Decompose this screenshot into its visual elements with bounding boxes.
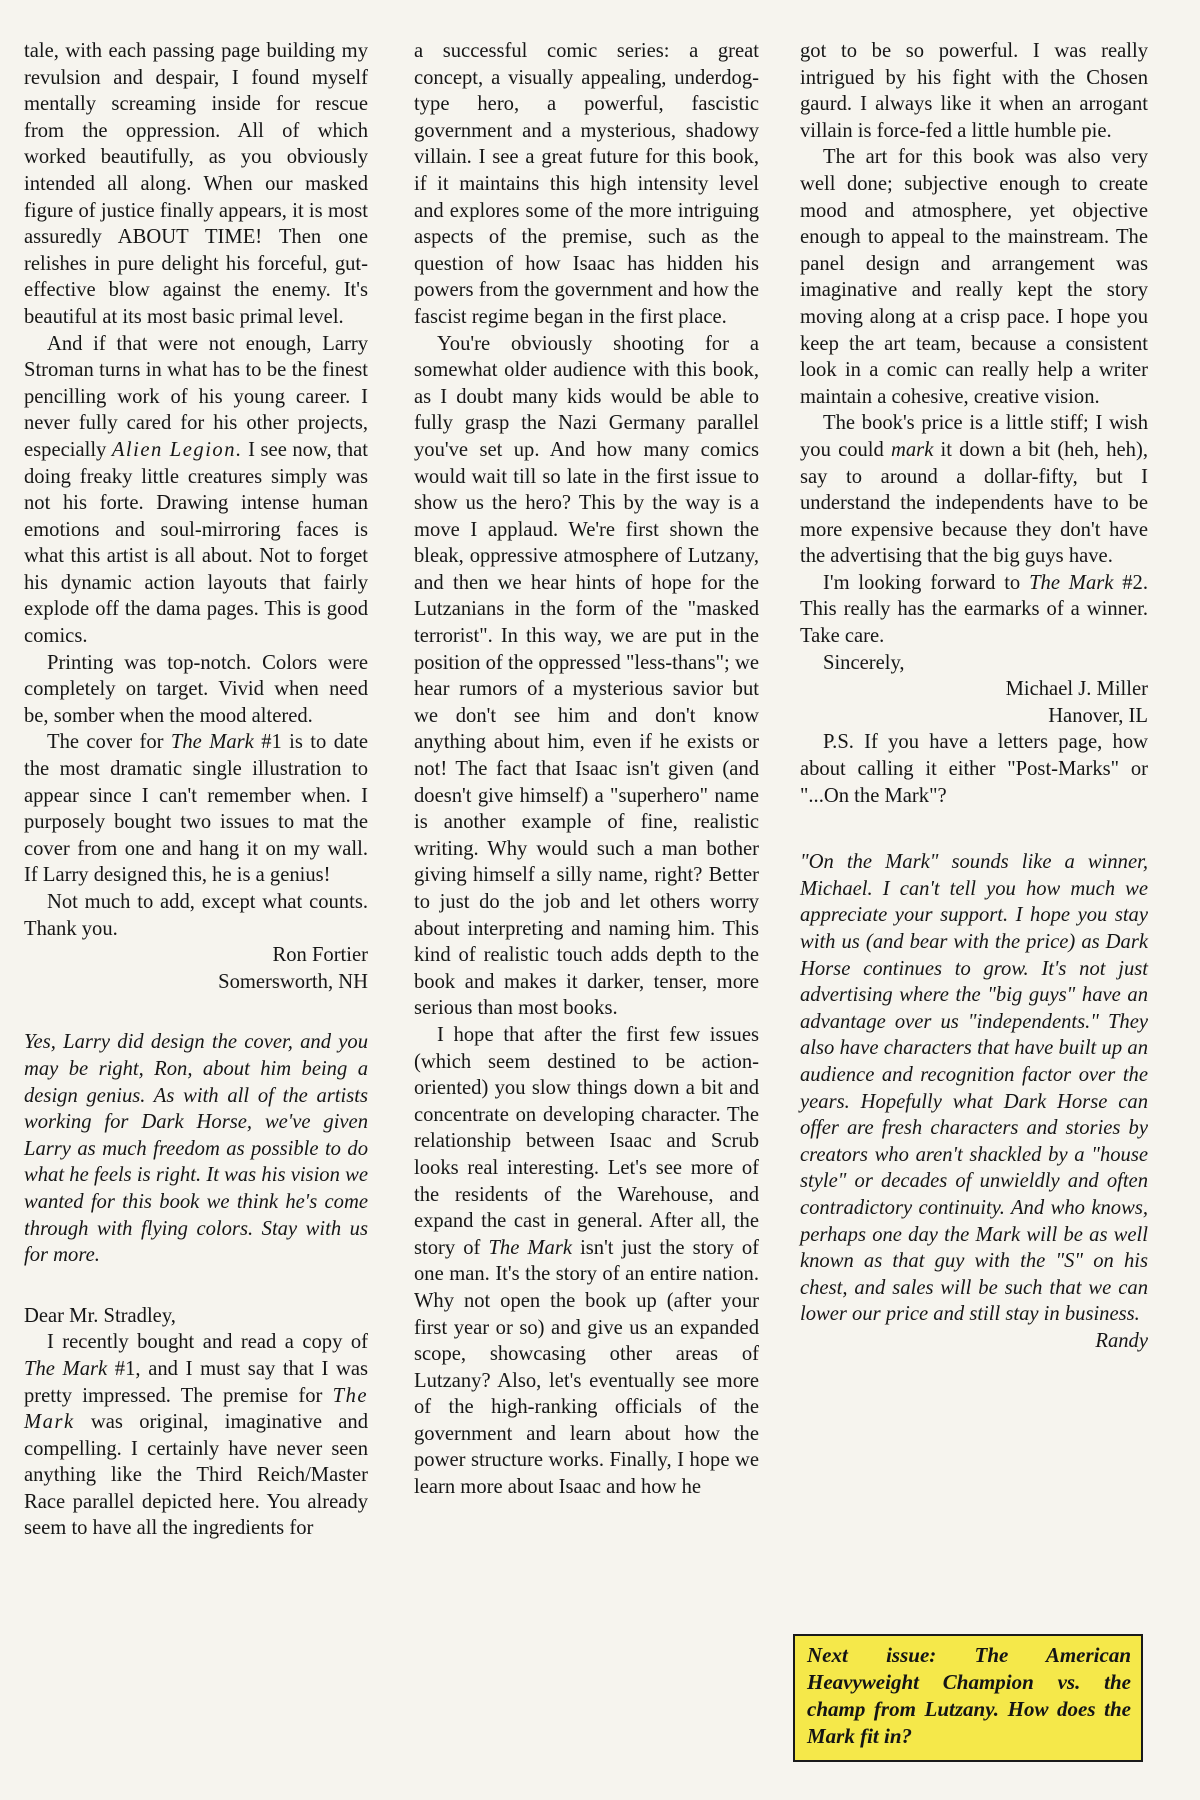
- emphasis-mark: mark: [891, 438, 934, 461]
- text-run: I recently bought and read a copy of: [47, 1331, 368, 1354]
- letter-paragraph: [24, 729, 368, 889]
- title-the-mark: The Mark: [24, 1384, 368, 1434]
- letter-paragraph: [800, 410, 1148, 570]
- next-issue-box: Next issue: The American Heavyweight Champion vs. the champ from Lutzany. How does the Mark fit in?: [793, 1634, 1143, 1762]
- text-run: was original, imaginative and compelling. I certainly have never seen anything like the Third Reich/Master Race parallel depicted here. You already seem to have all the ingredients for: [24, 1411, 368, 1540]
- text-run: And if that were not enough, Larry Stroman turns in what has to be the finest pencilling work of his young career. I never fully cared for his other projects, especially: [24, 332, 368, 461]
- letter-paragraph: [800, 570, 1148, 650]
- title-alien-legion: Alien Legion.: [111, 438, 243, 461]
- title-the-mark: The Mark: [488, 1236, 573, 1259]
- text-run: The book's price is a little stiff; I wish you could: [800, 412, 1148, 461]
- editor-reply: "On the Mark" sounds like a winner, Michael. I can't tell you how much we appreciate your support. I hope you stay with us (and bear with the price) as Dark Horse continues to grow. It's not just advertising where the "big guys" have an advantage over us "independents." They also have characters that have built up an audience and recognition factor over the years. Hopefully what Dark Horse can offer are fresh characters and stories by creators who aren't shackled by a "house style" or decades of unwieldly and often contradictory continuity. And who knows, perhaps one day the Mark will be as well known as that guy with the "S" on his chest, and sales will be such that we can lower our price and still stay in business.: [800, 851, 1148, 1326]
- text-run: I hope that after the first few issues (which seem destined to be action-oriented) you slow things down a bit and concentrate on developing character. The relationship between Isaac and Scrub looks real interesting. Let's see more of the residents of the Warehouse, and expand the cast in general. After all, the story of: [414, 1023, 759, 1259]
- closing: Sincerely,: [823, 651, 905, 674]
- letter-paragraph: Not much to add, except what counts. Thank you.: [24, 891, 368, 940]
- letter-paragraph: You're obviously shooting for a somewhat older audience with this book, as I doubt many kids would be able to fully grasp the Nazi Germany parallel you've set up. And how many comics would wait till so late in the first issue to show us the hero? This by the way is a move I applaud. We're first shown the bleak, oppressive atmosphere of Lutzany, and then we hear hints of hope for the Lutzanians in the form of the "masked terrorist". In this way, we are put in the position of the oppressed "less-thans"; we hear rumors of a mysterious savior but we don't see him and don't know anything about him, even if he exists or not! The fact that Isaac isn't given (and doesn't give himself) a "superhero" name is another example of fine, realistic writing. Why would such a man bother giving himself a silly name, right? Better to just do the job and let others worry about interpreting and naming him. This kind of realistic touch adds depth to the book and makes it darker, tenser, more serious than most books.: [414, 332, 759, 1020]
- title-the-mark: The Mark: [170, 731, 254, 754]
- text-run: #1, and I must say that I was pretty impressed. The premise for: [24, 1357, 368, 1407]
- text-run: #1 is to date the most dramatic single illustration to appear since I can't remember when. I purposely bought two issues to mat the cover from one and hang it on my wall. If Larry designed this, he is a genius!: [24, 731, 368, 887]
- title-the-mark: The Mark: [24, 1357, 108, 1380]
- text-run: #2. This really has the earmarks of a winner. Take care.: [800, 571, 1149, 648]
- letter-paragraph: The art for this book was also very well done; subjective enough to create mood and atmosphere, yet objective enough to appeal to the mainstream. The panel design and arrangement was imaginative and really kept the story moving along at a crisp pace. I hope you keep the art team, because a consistent look in a comic can really help a writer maintain a cohesive, creative vision.: [800, 146, 1148, 408]
- text-run: I see now, that doing freaky little creatures simply was not his forte. Drawing intense human emotions and soul-mirroring faces is what this artist is all about. Not to forget his dynamic action layouts that fairly explode off the dama pages. This is good comics.: [24, 438, 369, 648]
- signature-name: Ron Fortier: [272, 944, 368, 967]
- letter-paragraph: Printing was top-notch. Colors were completely on target. Vivid when need be, somber when the mood altered.: [24, 651, 368, 727]
- text-run: isn't just the story of one man. It's the story of an entire nation. Why not open the book up (after your first year or so) and give us an expanded scope, showcasing other areas of Lutzany? Also, let's eventually see more of the high-ranking officials of the government and learn about how the power structure works. Finally, I hope we learn more about Isaac and how he: [414, 1236, 759, 1499]
- salutation: Dear Mr. Stradley,: [24, 1304, 176, 1327]
- letter-paragraph: got to be so powerful. I was really intrigued by his fight with the Chosen gaurd. I always like it when an arrogant villain is force-fed a little humble pie.: [800, 40, 1148, 142]
- text-run: it down a bit (heh, heh), say to around a dollar-fifty, but I understand the independents have to be more expensive because they don't have the advertising that the big guys have.: [800, 438, 1148, 568]
- signature-place: Hanover, IL: [1048, 704, 1148, 727]
- title-the-mark: The Mark: [1029, 571, 1114, 594]
- editor-signature: Randy: [1095, 1329, 1148, 1352]
- column-3: [800, 38, 1148, 1355]
- letter-paragraph: a successful comic series: a great concept, a visually appealing, underdog-type hero, a powerful, fascistic government and a mysterious, shadowy villain. I see a great future for this book, if it maintains this high intensity level and explores some of the more intriguing aspects of the premise, such as the question of how Isaac has hidden his powers from the government and how the fascist regime began in the first place.: [414, 40, 759, 328]
- signature-place: Somersworth, NH: [218, 970, 368, 993]
- column-1: [24, 38, 368, 1542]
- editor-reply: Yes, Larry did design the cover, and you may be right, Ron, about him being a design genius. As with all of the artists working for Dark Horse, we've given Larry as much freedom as possible to do what he feels is right. It was his vision we wanted for this book we think he's come through with flying colors. Stay with us for more.: [24, 1031, 368, 1267]
- text-run: I'm looking forward to: [823, 571, 1030, 594]
- column-2: [414, 38, 759, 1501]
- signature-name: Michael J. Miller: [1005, 678, 1148, 701]
- letter-paragraph: [414, 1022, 759, 1501]
- letter-paragraph: tale, with each passing page building my revulsion and despair, I found myself mentally screaming inside for rescue from the oppression. All of which worked beautifully, as you obviously intended all along. When our masked figure of justice finally appears, it is most assuredly ABOUT TIME! Then one relishes in pure delight his forceful, gut-effective blow against the enemy. It's beautiful at its most basic primal level.: [24, 40, 368, 328]
- letter-paragraph: [24, 331, 368, 650]
- letter-paragraph: [24, 1329, 368, 1542]
- text-run: The cover for: [47, 731, 171, 754]
- postscript: P.S. If you have a letters page, how about calling it either "Post-Marks" or "...On the Mark"?: [800, 731, 1148, 807]
